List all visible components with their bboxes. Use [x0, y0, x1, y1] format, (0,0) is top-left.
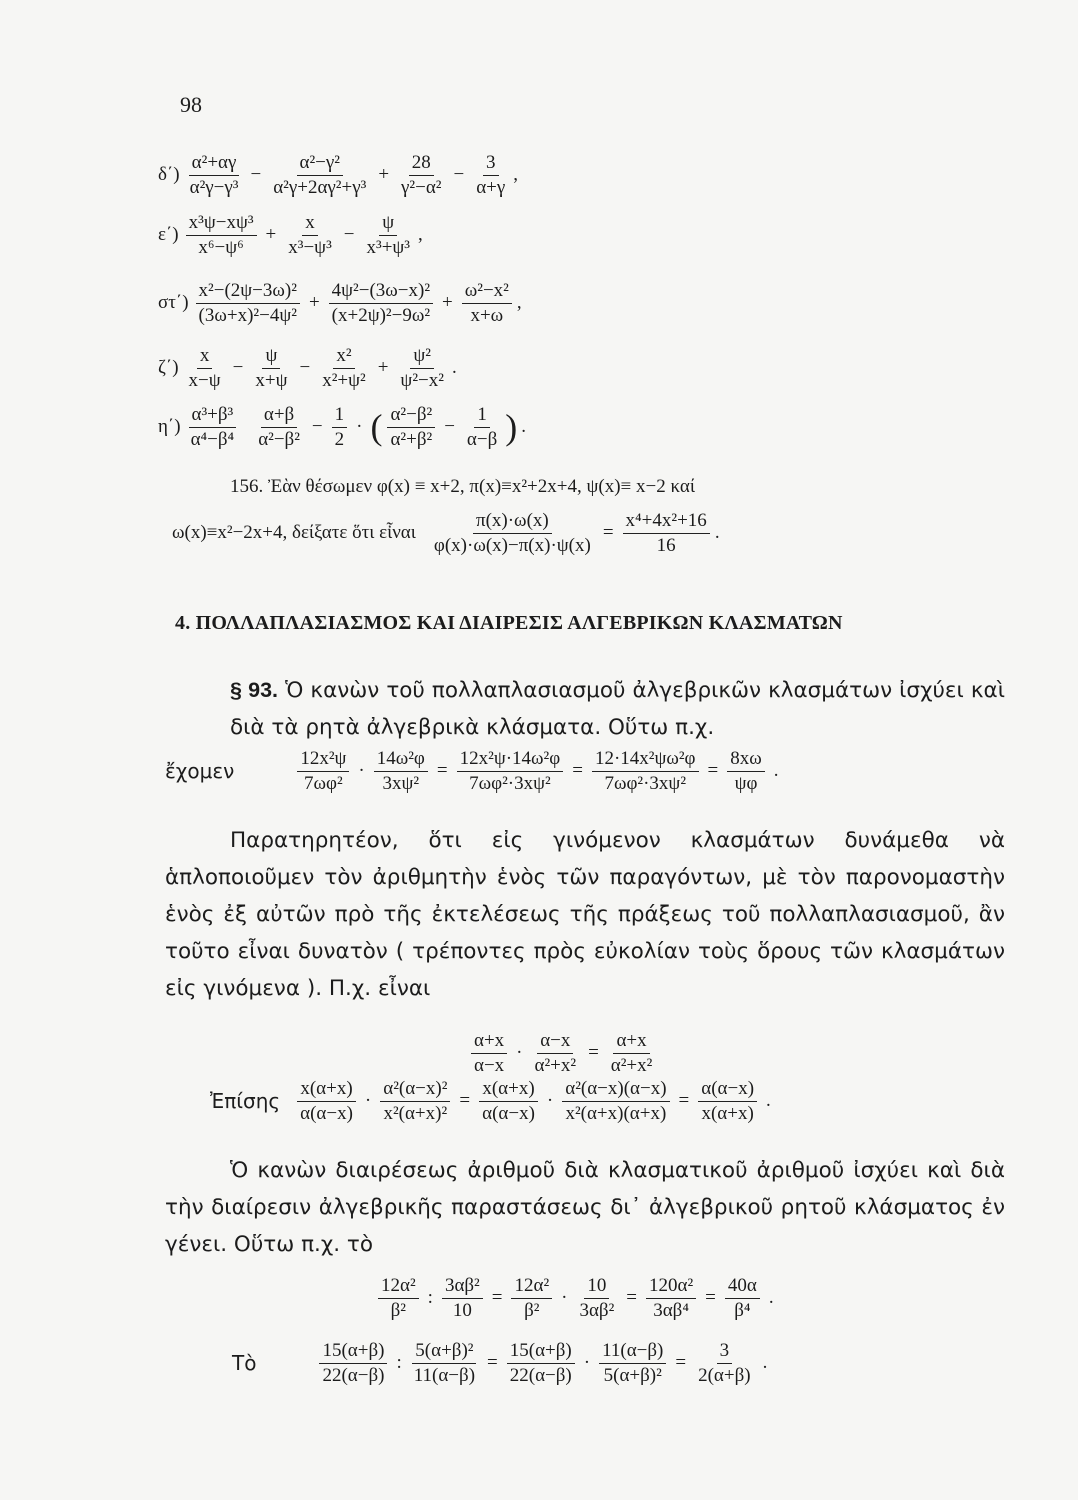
- numerator: α+x: [613, 1030, 649, 1054]
- denominator: 5(α+β)²: [603, 1364, 662, 1386]
- fraction: [398, 152, 444, 199]
- fraction: [462, 280, 512, 327]
- exercise-label: η΄): [158, 416, 181, 438]
- operator: +: [378, 164, 390, 186]
- operator: .: [762, 1352, 768, 1374]
- equation-lead: ἔχομεν: [165, 759, 235, 784]
- denominator: α²+x²: [610, 1054, 653, 1076]
- fraction: [186, 345, 224, 392]
- denominator: α−x: [474, 1054, 505, 1076]
- numerator: 12α²: [378, 1275, 419, 1299]
- numerator: 3: [717, 1340, 733, 1364]
- operator: =: [602, 522, 614, 544]
- fraction: [562, 1078, 669, 1125]
- end-punct: .: [521, 416, 527, 438]
- numerator: x²: [333, 345, 354, 369]
- denominator: α⁴−β⁴: [190, 428, 235, 450]
- paren-open: (: [370, 407, 383, 448]
- denominator: x(α+x): [701, 1102, 754, 1124]
- numerator: α²−γ²: [297, 152, 343, 176]
- equation-4: [375, 1275, 780, 1322]
- numerator: x(α+x): [479, 1078, 537, 1102]
- page-number: 98: [180, 92, 202, 117]
- denominator: ψ²−x²: [400, 369, 444, 391]
- numerator: α²(α−x)²: [380, 1078, 450, 1102]
- fraction: [411, 1340, 478, 1387]
- fraction: [387, 404, 435, 451]
- numerator: 3αβ²: [442, 1275, 483, 1299]
- denominator: x³−ψ³: [288, 236, 332, 258]
- fraction: [532, 1030, 580, 1077]
- equation-lead: Τὸ: [232, 1351, 257, 1376]
- numerator: 120α²: [646, 1275, 696, 1299]
- denominator: 2(α+β): [698, 1364, 751, 1386]
- fraction: [457, 748, 564, 795]
- fraction: [507, 1340, 575, 1387]
- denominator: β²: [524, 1299, 540, 1321]
- numerator: x³ψ−xψ³: [186, 212, 257, 236]
- operator: .: [768, 1287, 774, 1309]
- operator: =: [705, 1287, 716, 1309]
- numerator: α−x: [537, 1030, 573, 1054]
- numerator: α²−β²: [387, 404, 435, 428]
- numerator: 1: [474, 404, 490, 428]
- exercise-156-line1: 156. Ἐὰν θέσωμεν φ(x) ≡ x+2, π(x)≡x²+2x+4, ψ(x)≡ x−2 καί: [230, 476, 695, 497]
- denominator: x−ψ: [188, 369, 221, 391]
- exercise-label: δ΄): [158, 164, 180, 186]
- numerator: α³+β³: [189, 404, 237, 428]
- exercise-st: [158, 280, 522, 327]
- denominator: α(α−x): [482, 1102, 535, 1124]
- denominator: (x+2ψ)²−9ω²: [331, 304, 431, 326]
- fraction: [196, 280, 300, 327]
- denominator: x²(α+x)(α+x): [565, 1102, 667, 1124]
- numerator: 12α²: [511, 1275, 552, 1299]
- numerator: 4ψ²−(3ω−x)²: [329, 280, 433, 304]
- fraction: [473, 152, 508, 199]
- numerator: α²(α−x)(α−x): [562, 1078, 669, 1102]
- operator: +: [265, 224, 277, 246]
- operator: =: [707, 760, 719, 782]
- end-punct: ,: [418, 224, 423, 246]
- end-punct: .: [714, 522, 720, 544]
- operator: ·: [583, 1352, 591, 1374]
- denominator: ψφ: [734, 772, 758, 794]
- section-heading: 4. ΠΟΛΛΑΠΛΑΣΙΑΣΜΟΣ ΚΑΙ ΔΙΑΙΡΕΣΙΣ ΑΛΓΕΒΡΙΚΩΝ ΚΛΑΣΜΑΤΩΝ: [175, 612, 843, 634]
- operator: +: [442, 292, 453, 314]
- fraction: [270, 152, 369, 199]
- fraction: [380, 1078, 450, 1125]
- fraction: [378, 1275, 419, 1322]
- fraction: [319, 345, 369, 392]
- numerator: ψ: [262, 345, 280, 369]
- fraction: [471, 1030, 507, 1077]
- fraction: [479, 1078, 538, 1125]
- fraction: [187, 152, 242, 199]
- numerator: 3: [483, 152, 499, 176]
- paragraph-93: [230, 672, 1005, 746]
- numerator: 1: [332, 404, 348, 428]
- exercise-epsilon: [158, 212, 423, 259]
- equation-2: [468, 1030, 658, 1077]
- denominator: β²: [390, 1299, 407, 1321]
- denominator: x²(α+x)²: [383, 1102, 448, 1124]
- numerator: ω²−x²: [462, 280, 512, 304]
- fraction: [442, 1275, 483, 1322]
- operator: +: [308, 292, 320, 314]
- exercise-zeta: [158, 345, 457, 392]
- operator: −: [343, 224, 355, 246]
- fraction: [646, 1275, 696, 1322]
- operator: =: [678, 1090, 690, 1112]
- operator: :: [396, 1352, 402, 1374]
- denominator: α²γ+2αγ²+γ³: [273, 176, 367, 198]
- fraction: [297, 1078, 356, 1125]
- operator: ·: [516, 1042, 523, 1064]
- numerator: 8xω: [727, 748, 765, 772]
- exercise-156-lead: ω(x)≡x²−2x+4, δείξατε ὅτι εἶναι: [172, 522, 416, 544]
- operator: =: [491, 1287, 503, 1309]
- numerator: 28: [409, 152, 434, 176]
- fraction: [186, 212, 257, 259]
- numerator: α(α−x): [698, 1078, 757, 1102]
- denominator: α+γ: [476, 176, 506, 198]
- denominator: 7ωφ²·3xψ²: [604, 772, 687, 794]
- numerator: 12x²ψ·14ω²φ: [457, 748, 564, 772]
- numerator: x: [197, 345, 213, 369]
- numerator: ψ²: [410, 345, 434, 369]
- denominator: 7ωφ²·3xψ²: [469, 772, 551, 794]
- numerator: 14ω²φ: [374, 748, 428, 772]
- numerator: x²−(2ψ−3ω)²: [196, 280, 300, 304]
- denominator: x²+ψ²: [322, 369, 366, 391]
- numerator: ψ: [379, 212, 397, 236]
- exercise-label: ε΄): [158, 224, 179, 246]
- numerator: 15(α+β): [507, 1340, 575, 1364]
- fraction: [319, 1340, 387, 1387]
- operator: =: [487, 1352, 498, 1374]
- denominator: 3xψ²: [382, 772, 420, 794]
- fraction: [255, 404, 303, 451]
- fraction: [599, 1340, 666, 1387]
- paragraph-3: Ὁ κανὼν διαιρέσεως ἀριθμοῦ διὰ κλασματικοῦ ἀριθμοῦ ἰσχύει καὶ διὰ τὴν διαίρεσιν ἀλγεβρικῆς παραστάσεως δι᾽ ἀλγεβρικοῦ ρητοῦ κλάσματος ἐν γένει. Οὕτω π.χ. τὸ: [165, 1158, 1005, 1257]
- operator: ·: [364, 1090, 372, 1112]
- operator: −: [299, 357, 311, 379]
- denominator: 11(α−β): [413, 1364, 476, 1386]
- numerator: x(α+x): [297, 1078, 355, 1102]
- denominator: α²−β²: [258, 428, 300, 450]
- operator: .: [773, 760, 779, 782]
- fraction: [332, 404, 348, 451]
- end-punct: .: [451, 357, 457, 379]
- fraction: [297, 748, 349, 795]
- exercise-delta: [158, 152, 518, 199]
- numerator: 15(α+β): [319, 1340, 387, 1364]
- exercise-label: στ΄): [158, 292, 189, 314]
- operator: ·: [358, 760, 365, 782]
- fraction: [725, 1275, 760, 1322]
- denominator: 16: [656, 534, 676, 556]
- equation-3: [210, 1078, 777, 1125]
- denominator: φ(x)·ω(x)−π(x)·ψ(x): [433, 534, 591, 556]
- denominator: α−β: [466, 428, 498, 450]
- fraction: [188, 404, 238, 451]
- exercise-156-line2: [172, 510, 720, 557]
- operator: =: [572, 760, 583, 782]
- fraction: [576, 1275, 617, 1322]
- paragraph-93-text: Ὁ κανὼν τοῦ πολλαπλασιασμοῦ ἀλγεβρικῶν κλασμάτων ἰσχύει καὶ διὰ τὰ ρητὰ ἀλγεβρικὰ κλάσματα. Οὕτω π.χ.: [230, 678, 1005, 740]
- denominator: 3αβ²: [579, 1299, 615, 1321]
- denominator: β⁴: [734, 1299, 751, 1321]
- paren-close: ): [505, 407, 518, 448]
- fraction: [608, 1030, 656, 1077]
- section-mark: § 93.: [230, 678, 279, 702]
- denominator: 2: [334, 428, 345, 450]
- fraction: [364, 212, 414, 259]
- end-punct: ,: [516, 292, 522, 314]
- denominator: 22(α−β): [509, 1364, 572, 1386]
- operator: −: [453, 164, 465, 186]
- denominator: 3αβ⁴: [653, 1299, 689, 1321]
- fraction: [329, 280, 433, 327]
- fraction: [285, 212, 335, 259]
- fraction: [727, 748, 765, 795]
- numerator: 10: [584, 1275, 609, 1299]
- fraction: [698, 1078, 757, 1125]
- denominator: α²γ−γ³: [189, 176, 239, 198]
- numerator: 11(α−β): [599, 1340, 666, 1364]
- operator: −: [250, 164, 262, 186]
- fraction: [374, 748, 428, 795]
- operator: −: [232, 357, 244, 379]
- denominator: 22(α−β): [322, 1364, 385, 1386]
- numerator: 12·14x²ψω²φ: [592, 748, 699, 772]
- denominator: x³+ψ³: [366, 236, 411, 258]
- equation-lead: Ἐπίσης: [210, 1089, 281, 1114]
- numerator: α+β: [261, 404, 297, 428]
- fraction: [511, 1275, 552, 1322]
- fraction: [464, 404, 500, 451]
- denominator: α²+β²: [390, 428, 433, 450]
- operator: =: [459, 1090, 471, 1112]
- fraction: [431, 510, 594, 557]
- operator: =: [436, 760, 448, 782]
- denominator: α(α−x): [300, 1102, 353, 1124]
- equation-1: [165, 748, 785, 795]
- operator: ·: [546, 1090, 554, 1112]
- numerator: x⁴+4x²+16: [623, 510, 710, 534]
- paragraph-2: Παρατηρητέον, ὅτι εἰς γινόμενον κλασμάτων δυνάμεθα νὰ ἁπλοποιοῦμεν τὸν ἀριθμητὴν ἑνὸς τῶν παραγόντων, μὲ τὸν παρονομαστὴν ἑνὸς ἐξ αὐτῶν πρὸ τῆς ἐκτελέσεως τῆς πράξεως τοῦ πολλαπλασιασμοῦ, ἂν τοῦτο εἶναι δυνατὸν ( τρέποντες πρὸς εὐκολίαν τοὺς ὅρους τῶν κλασμάτων εἰς γινόμενα ). Π.χ. εἶναι: [165, 828, 1005, 1001]
- denominator: 7ωφ²: [304, 772, 343, 794]
- operator: :: [427, 1287, 433, 1309]
- numerator: 40α: [725, 1275, 760, 1299]
- operator: ·: [356, 416, 363, 438]
- numerator: α+x: [471, 1030, 507, 1054]
- exercise-label: ζ΄): [158, 357, 179, 379]
- denominator: (3ω+x)²−4ψ²: [198, 304, 297, 326]
- numerator: π(x)·ω(x): [473, 510, 552, 534]
- operator: −: [444, 416, 455, 438]
- equation-5: [232, 1340, 773, 1387]
- operator: ·: [561, 1287, 568, 1309]
- fraction: [623, 510, 710, 557]
- denominator: γ²−α²: [401, 176, 442, 198]
- operator: +: [377, 357, 389, 379]
- operator: .: [766, 1090, 771, 1112]
- exercise-eta: [158, 404, 526, 451]
- denominator: x+ω: [470, 304, 504, 326]
- numerator: 5(α+β)²: [412, 1340, 476, 1364]
- numerator: x: [302, 212, 318, 236]
- numerator: α²+αγ: [189, 152, 240, 176]
- operator: =: [675, 1352, 687, 1374]
- denominator: x⁶−ψ⁶: [198, 236, 244, 258]
- numerator: 12x²ψ: [297, 748, 349, 772]
- fraction: [252, 345, 290, 392]
- denominator: α²+x²: [534, 1054, 577, 1076]
- operator: =: [588, 1042, 599, 1064]
- operator: =: [626, 1287, 638, 1309]
- end-punct: ,: [513, 164, 519, 186]
- fraction: [397, 345, 447, 392]
- denominator: 10: [452, 1299, 472, 1321]
- fraction: [592, 748, 699, 795]
- fraction: [695, 1340, 754, 1387]
- denominator: x+ψ: [255, 369, 288, 391]
- operator: −: [311, 416, 323, 438]
